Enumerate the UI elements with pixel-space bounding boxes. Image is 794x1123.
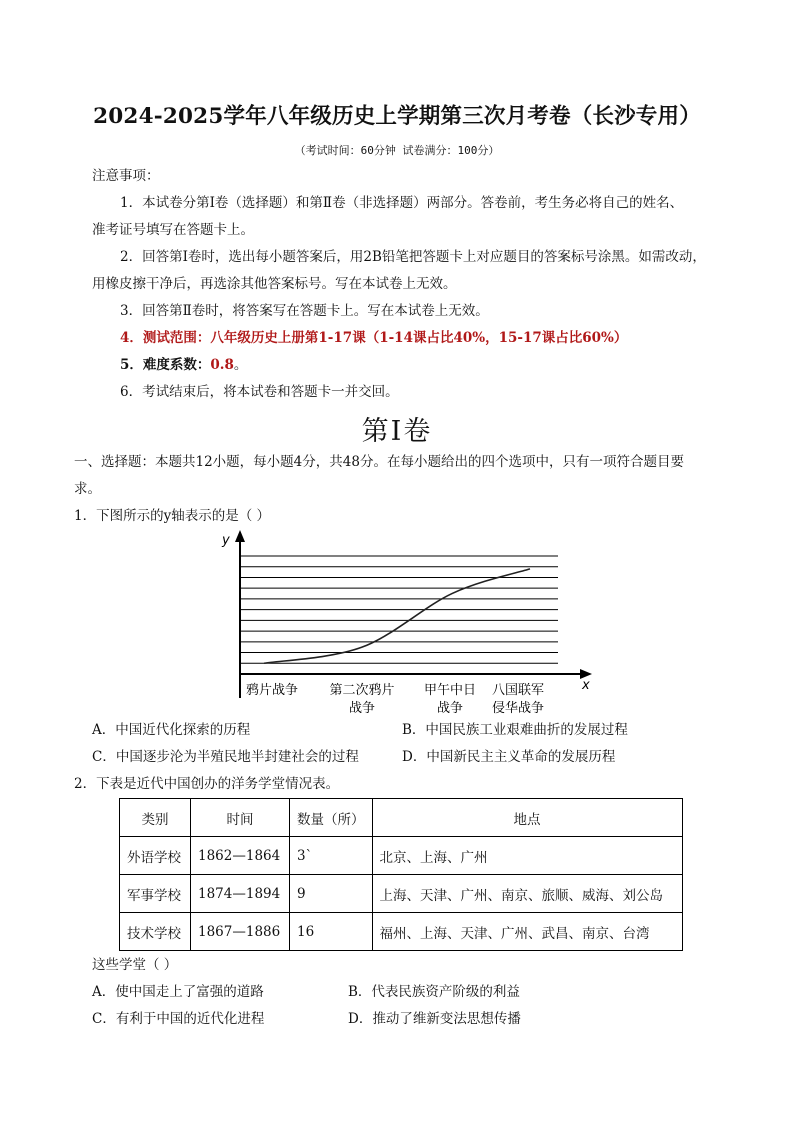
section-title: 第Ⅰ卷 [361, 416, 433, 447]
q2-option-d: D．推动了维新变法思想传播 [348, 1011, 521, 1027]
q1-stem: 1．下图所示的y轴表示的是（ ） [74, 508, 271, 524]
q1-option-a: A．中国近代化探索的历程 [92, 722, 251, 738]
note-5-value: 0.8 [210, 357, 234, 373]
x-tick-label: 八国联军 [491, 683, 545, 698]
exam-subtitle: （考试时间：60分钟 试卷满分：100分） [294, 144, 500, 157]
q2-stem: 2．下表是近代中国创办的洋务学堂情况表。 [74, 776, 340, 792]
table-cell: 1867—1886 [191, 913, 290, 951]
note-5-end: 。 [233, 357, 248, 373]
note-4 [120, 328, 627, 348]
x-tick-label: 战争 [348, 701, 376, 716]
table-cell: 1862—1864 [191, 837, 290, 875]
table-row [120, 837, 683, 875]
exam-title: 2024-2025学年八年级历史上学期第三次月考卷（长沙专用） [93, 104, 701, 129]
note-5-label: 5．难度系数： [120, 357, 211, 373]
note-1-line-2: 准考证号填写在答题卡上。 [92, 222, 254, 238]
table-cell: 上海、天津、广州、南京、旅顺、威海、刘公岛 [372, 875, 682, 913]
q2-option-b: B．代表民族资产阶级的利益 [348, 984, 520, 1000]
table-header-cell: 时间 [191, 799, 290, 837]
y-axis-label: y [222, 533, 230, 548]
table-cell: 北京、上海、广州 [372, 837, 682, 875]
q1-option-c: C．中国逐步沦为半殖民地半封建社会的过程 [92, 749, 359, 765]
table-row [120, 875, 683, 913]
q1-chart [200, 528, 600, 722]
table-header-cell: 数量（所） [290, 799, 373, 837]
table-cell: 3` [290, 837, 373, 875]
note-1-line-1: 1．本试卷分第Ⅰ卷（选择题）和第Ⅱ卷（非选择题）两部分。答卷前，考生务必将自己的姓名、 [120, 195, 684, 211]
table-row [120, 913, 683, 951]
note-2-line-1: 2．回答第Ⅰ卷时，选出每小题答案后，用2B铅笔把答题卡上对应题目的答案标号涂黑。如需改动， [120, 249, 706, 265]
table-header-cell: 地点 [372, 799, 682, 837]
series-line [264, 569, 530, 663]
x-tick-label: 第二次鸦片 [329, 683, 395, 698]
table-header-cell: 类别 [120, 799, 191, 837]
q1-option-d: D．中国新民主主义革命的发展历程 [402, 749, 616, 765]
note-4-value: 八年级历史上册第1-17课（1-14课占比40%，15-17课占比60%） [210, 330, 628, 346]
table-cell: 1874—1894 [191, 875, 290, 913]
x-tick-label: 战争 [436, 701, 464, 716]
notes-heading: 注意事项： [92, 168, 160, 184]
table-cell: 技术学校 [120, 913, 191, 951]
table-cell: 16 [290, 913, 373, 951]
table-cell: 军事学校 [120, 875, 191, 913]
x-axis-label: x [582, 678, 590, 693]
note-5 [120, 355, 247, 375]
part1-instruction-line-2: 求。 [74, 481, 101, 497]
table-cell: 福州、上海、天津、广州、武昌、南京、台湾 [372, 913, 682, 951]
note-4-label: 4．测试范围： [120, 330, 211, 346]
note-2-line-2: 用橡皮擦干净后，再选涂其他答案标号。写在本试卷上无效。 [92, 276, 457, 292]
table-header-row [120, 799, 683, 837]
x-tick-label: 鸦片战争 [245, 683, 299, 698]
x-tick-label: 侵华战争 [491, 701, 545, 716]
table-cell: 9 [290, 875, 373, 913]
note-3: 3．回答第Ⅱ卷时，将答案写在答题卡上。写在本试卷上无效。 [120, 303, 489, 319]
q2-table [119, 798, 683, 951]
chart-grid [240, 556, 558, 663]
table-cell: 外语学校 [120, 837, 191, 875]
q1-option-b: B．中国民族工业艰难曲折的发展过程 [402, 722, 628, 738]
q2-option-a: A．使中国走上了富强的道路 [92, 984, 264, 1000]
y-axis-arrow [235, 530, 245, 542]
x-tick-label: 甲午中日 [423, 683, 477, 698]
q2-option-c: C．有利于中国的近代化进程 [92, 1011, 265, 1027]
part1-instruction-line-1: 一、选择题：本题共12小题，每小题4分，共48分。在每小题给出的四个选项中，只有一项符合题目要 [74, 454, 684, 470]
q2-follow: 这些学堂（ ） [92, 957, 178, 973]
note-6: 6．考试结束后，将本试卷和答题卡一并交回。 [120, 384, 399, 400]
